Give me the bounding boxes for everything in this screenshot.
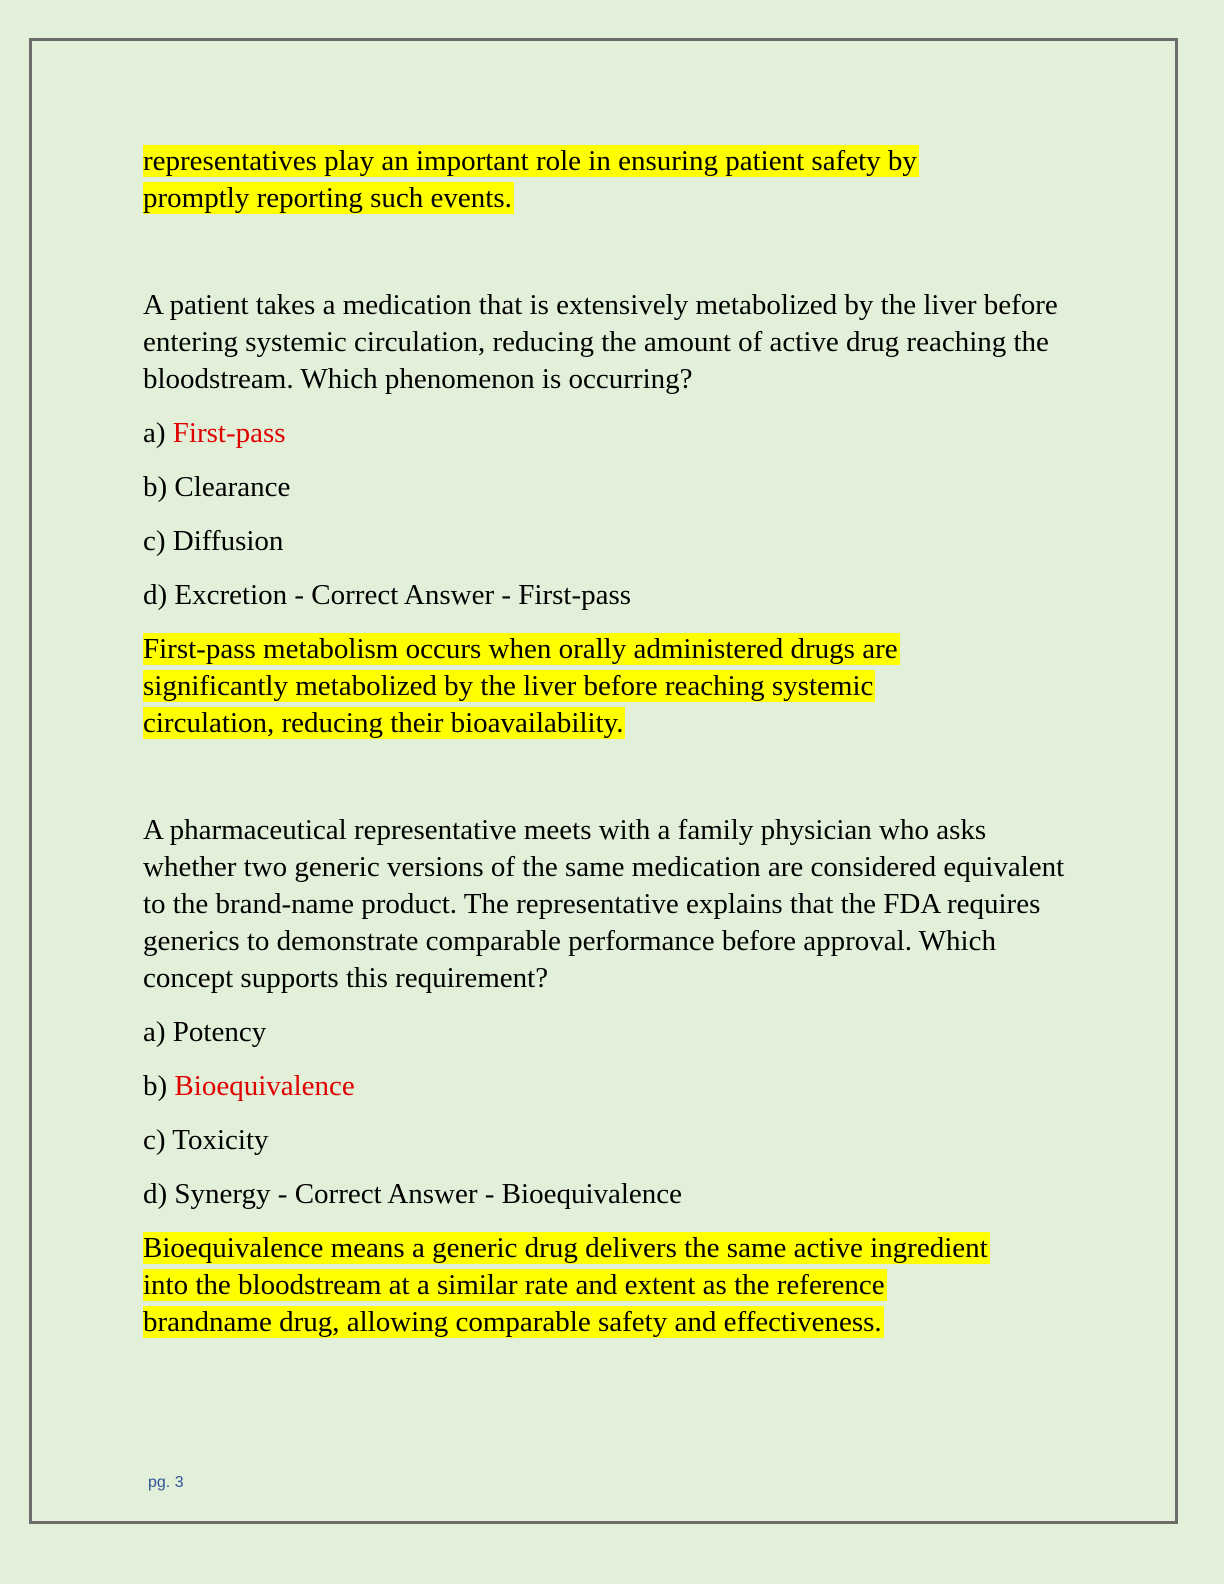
question-2-option-c <box>143 1122 1083 1176</box>
option-prefix: d) <box>143 1178 175 1210</box>
option-text: Clearance <box>174 471 291 503</box>
option-prefix: c) <box>143 1124 173 1156</box>
question-1-option-d <box>143 577 1083 631</box>
question-2-explanation <box>143 1230 1083 1341</box>
option-prefix: a) <box>143 417 173 449</box>
question-1-option-b <box>143 469 1083 523</box>
question-2-option-a <box>143 1014 1083 1068</box>
option-text: Diffusion <box>172 525 284 557</box>
explanation-line: significantly metabolized by the liver before reaching systemic <box>143 670 874 702</box>
question-2-text: A pharmaceutical representative meets with a family physician who asks whether two generic versions of the same medication are considered equivalent to the brand-name product. The representative explains that the FDA requires generics to demonstrate comparable performance before approval. Which concept supports this requirement? <box>143 814 1065 994</box>
question-1-text: A patient takes a medication that is extensively metabolized by the liver before entering systemic circulation, reducing the amount of active drug reaching the bloodstream. Which phenomenon is occurring? <box>143 289 1058 395</box>
option-text-correct: First-pass <box>172 417 286 449</box>
intro-line-1: representatives play an important role in ensuring patient safety by <box>143 145 917 177</box>
option-text-correct: Bioequivalence <box>174 1070 355 1102</box>
page-number: pg. 3 <box>148 1474 184 1491</box>
explanation-line: brandname drug, allowing comparable safety and effectiveness. <box>143 1306 882 1338</box>
option-prefix: b) <box>143 471 175 503</box>
intro-line-2: promptly reporting such events. <box>143 182 512 214</box>
option-prefix: b) <box>143 1070 175 1102</box>
page-content <box>143 143 1083 1341</box>
question-1-option-a <box>143 415 1083 469</box>
question-2-option-d <box>143 1176 1083 1230</box>
intro-paragraph <box>143 143 1083 217</box>
explanation-line: Bioequivalence means a generic drug delivers the same active ingredient <box>143 1232 988 1264</box>
option-text: Excretion - Correct Answer - First-pass <box>174 579 632 611</box>
option-prefix: a) <box>143 1016 173 1048</box>
question-1-option-c <box>143 523 1083 577</box>
option-text: Synergy - Correct Answer - Bioequivalence <box>174 1178 683 1210</box>
option-prefix: c) <box>143 525 173 557</box>
explanation-line: into the bloodstream at a similar rate and extent as the reference <box>143 1269 885 1301</box>
option-prefix: d) <box>143 579 175 611</box>
option-text: Potency <box>172 1016 267 1048</box>
explanation-line: First-pass metabolism occurs when orally administered drugs are <box>143 633 898 665</box>
question-1-explanation <box>143 631 1083 742</box>
explanation-line: circulation, reducing their bioavailability. <box>143 707 624 739</box>
option-text: Toxicity <box>172 1124 269 1156</box>
question-2-option-b <box>143 1068 1083 1122</box>
